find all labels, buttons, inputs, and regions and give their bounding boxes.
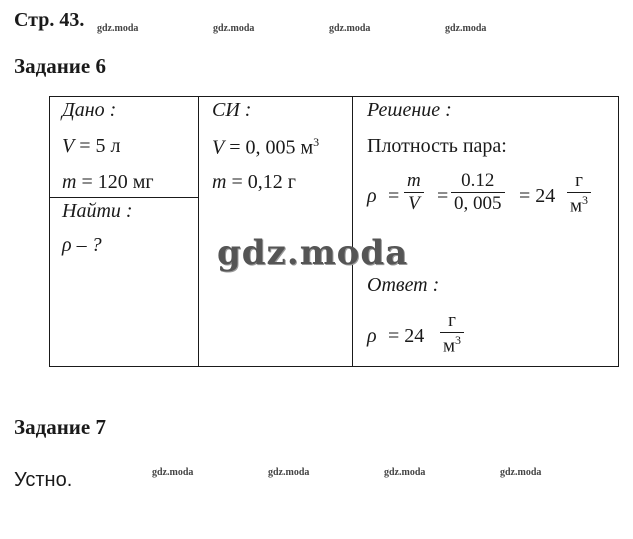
watermark: gdz.moda: [213, 23, 255, 34]
watermark: gdz.moda: [500, 467, 542, 478]
given-volume: V = 5 л: [62, 135, 121, 157]
page-number: Стр. 43.: [14, 9, 85, 31]
solution-text: Плотность пара:: [367, 135, 507, 157]
given-label: Дано :: [62, 99, 117, 121]
solution-label: Решение :: [367, 99, 452, 121]
watermark: gdz.moda: [384, 467, 426, 478]
si-label: СИ :: [212, 99, 252, 121]
find-expression: ρ – ?: [62, 234, 102, 256]
task7-answer: Устно.: [14, 469, 73, 491]
fraction-values: $\frac{0.12}{0, 005}$: [451, 170, 505, 215]
watermark: gdz.moda: [97, 23, 139, 34]
watermark: gdz.moda: [268, 467, 310, 478]
given-mass: m = 120 мг: [62, 171, 154, 193]
unit-fraction: г $м^3$: [567, 170, 591, 217]
watermark: gdz.moda: [329, 23, 371, 34]
watermark: gdz.moda: [445, 23, 487, 34]
task7-title: Задание 7: [14, 415, 106, 439]
fraction-m-over-v: $\frac{m}{V}$: [404, 170, 424, 215]
task6-title: Задание 6: [14, 54, 106, 78]
answer-unit-fraction: г $м^3$: [440, 310, 464, 357]
answer-label: Ответ :: [367, 274, 440, 296]
watermark: gdz.moda: [152, 467, 194, 478]
watermark-large: gdz.moda: [217, 233, 409, 273]
si-volume: V = 0, 005 $м^3$: [212, 135, 320, 159]
find-label: Найти :: [62, 200, 133, 222]
si-mass: m = 0,12 г: [212, 171, 296, 193]
